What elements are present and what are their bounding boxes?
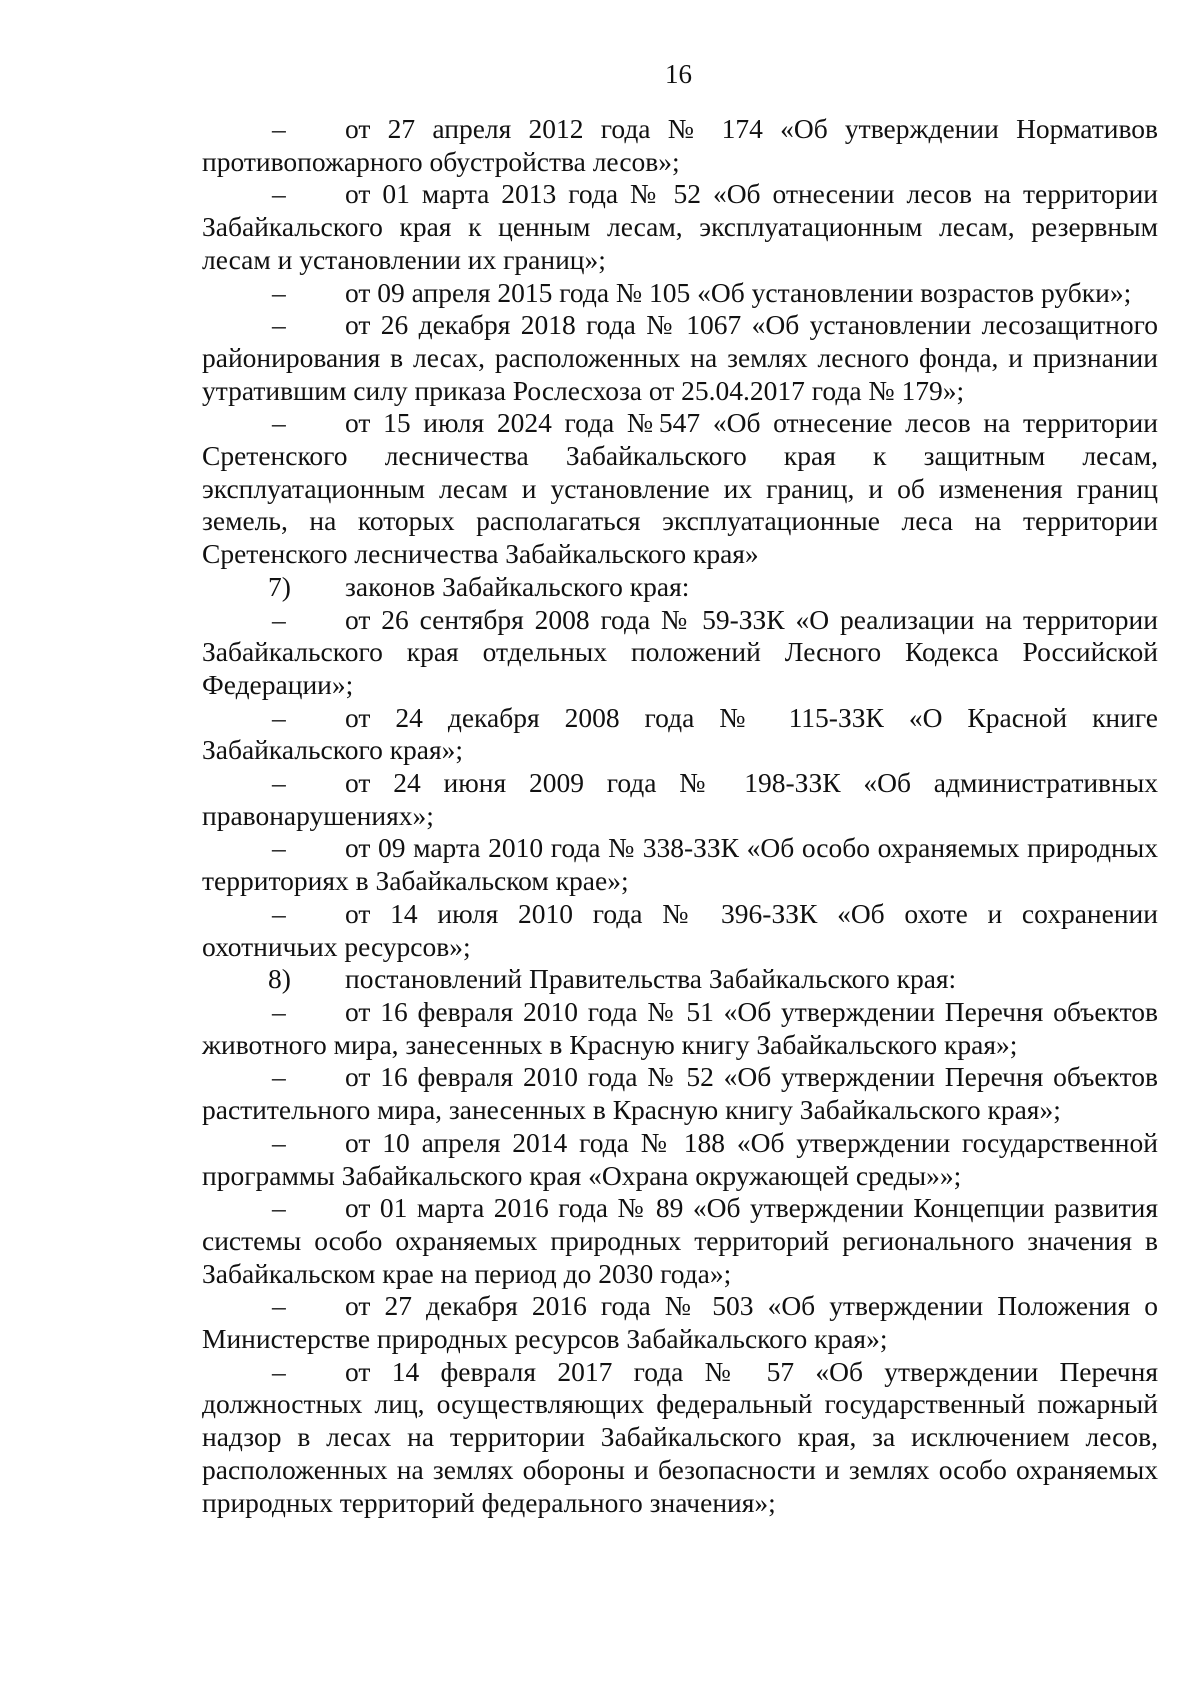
list-marker: – [272, 767, 286, 799]
list-item-text: от 01 марта 2013 года № 52 «Об отнесении лесов на территории Забайкальского края к ценным лесам, эксплуатационным лесам, резервным лесам и установлении их границ»; [202, 178, 1158, 275]
list-item-text: от 27 декабря 2016 года № 503 «Об утверждении Положения о Министерстве природных ресурсов Забайкальского края»; [202, 1290, 1158, 1355]
list-marker: – [272, 1355, 286, 1387]
list-marker: – [272, 832, 286, 864]
list-item-text: от 24 июня 2009 года № 198-ЗЗК «Об административных правонарушениях»; [202, 767, 1158, 831]
list-item-text: от 26 декабря 2018 года № 1067 «Об установлении лесозащитного районирования в лесах, расположенных на землях лесного фонда, и признании утратившим силу приказа Рослесхоза от 25.04.2017 года № 179»; [202, 309, 1158, 406]
list-marker: – [272, 701, 286, 733]
list-item [202, 1061, 1158, 1126]
list-item [202, 604, 1158, 702]
list-marker: 7) [268, 570, 291, 602]
list-marker: – [272, 178, 286, 210]
list-item-text: от 15 июля 2024 года №547 «Об отнесение лесов на территории Сретенского лесничества Забайкальского края к защитным лесам, эксплуатационным лесам и установление их границ, и об изменения границ земель, на которых располагаться эксплуатационные леса на территории Сретенского лесничества Забайкальского края» [202, 407, 1158, 570]
list-marker: – [272, 1126, 286, 1158]
list-item-text: от 09 апреля 2015 года № 105 «Об установлении возрастов рубки»; [345, 276, 1132, 308]
list-item [202, 767, 1158, 832]
section-heading [202, 571, 1158, 604]
list-item [202, 898, 1158, 963]
list-item [202, 178, 1158, 276]
list-marker: – [272, 113, 286, 144]
list-item-text: от 27 апреля 2012 года № 174 «Об утверждении Нормативов противопожарного обустройства лесов»; [202, 113, 1158, 177]
list-marker: – [272, 1290, 286, 1322]
list-item [202, 996, 1158, 1061]
list-item [202, 1127, 1158, 1192]
list-marker: – [272, 603, 286, 635]
list-item [202, 1192, 1158, 1290]
list-marker: – [272, 276, 286, 308]
list-item-text: от 01 марта 2016 года № 89 «Об утверждении Концепции развития системы особо охраняемых природных территорий регионального значения в Забайкальском крае на период до 2030 года»; [202, 1192, 1158, 1289]
list-item [202, 407, 1158, 571]
page-number: 16 [665, 59, 692, 89]
list-item [202, 309, 1158, 407]
list-item [202, 832, 1158, 897]
section-heading-text: постановлений Правительства Забайкальского края: [345, 963, 957, 995]
list-item-text: от 26 сентября 2008 года № 59-ЗЗК «О реализации на территории Забайкальского края отдельных положений Лесного Кодекса Российской Федерации»; [202, 603, 1158, 700]
list-item-text: от 16 февраля 2010 года № 52 «Об утверждении Перечня объектов растительного мира, занесенных в Красную книгу Забайкальского края»; [202, 1061, 1158, 1126]
list-item-text: от 14 февраля 2017 года № 57 «Об утверждении Перечня должностных лиц, осуществляющих федеральный государственный пожарный надзор в лесах на территории Забайкальского края, за исключением лесов, расположенных на землях обороны и безопасности и землях особо охраняемых природных территорий федерального значения»; [202, 1355, 1158, 1518]
list-marker: – [272, 309, 286, 341]
list-item [202, 1356, 1158, 1520]
list-item-text: от 09 марта 2010 года № 338-ЗЗК «Об особо охраняемых природных территориях в Забайкальском крае»; [202, 832, 1158, 897]
list-marker: – [272, 407, 286, 439]
list-marker: – [272, 1061, 286, 1093]
section-heading-text: законов Забайкальского края: [345, 570, 690, 602]
list-marker: – [272, 897, 286, 929]
list-item [202, 277, 1158, 310]
list-item [202, 1290, 1158, 1355]
list-item-text: от 14 июля 2010 года № 396-ЗЗК «Об охоте и сохранении охотничьих ресурсов»; [202, 897, 1158, 962]
list-item-text: от 24 декабря 2008 года № 115-ЗЗК «О Красной книге Забайкальского края»; [202, 701, 1158, 766]
list-item [202, 113, 1158, 178]
list-item-text: от 10 апреля 2014 года № 188 «Об утверждении государственной программы Забайкальского края «Охрана окружающей среды»»; [202, 1126, 1158, 1191]
list-marker: – [272, 995, 286, 1027]
list-item [202, 702, 1158, 767]
section-heading [202, 963, 1158, 996]
document-body [202, 113, 1158, 1519]
list-marker: – [272, 1192, 286, 1224]
list-marker: 8) [268, 963, 291, 995]
list-item-text: от 16 февраля 2010 года № 51 «Об утверждении Перечня объектов животного мира, занесенных в Красную книгу Забайкальского края»; [202, 995, 1158, 1060]
